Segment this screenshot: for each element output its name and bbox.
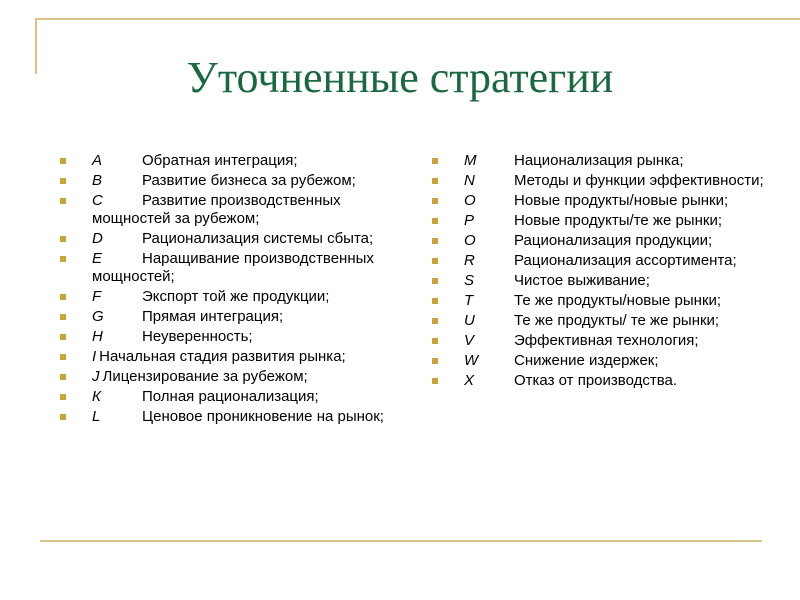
strategy-letter: J — [92, 368, 100, 385]
strategy-letter: R — [464, 252, 475, 269]
strategy-text: Эффективная технология; — [514, 332, 699, 349]
list-item — [432, 212, 772, 230]
list-item — [60, 348, 405, 366]
square-bullet-icon — [60, 198, 66, 204]
strategy-text: Новые продукты/новые рынки; — [514, 192, 729, 209]
list-item — [60, 250, 405, 286]
strategy-text: Развитие бизнеса за рубежом; — [142, 172, 356, 189]
strategy-letter: M — [464, 152, 477, 169]
square-bullet-icon — [432, 338, 438, 344]
square-bullet-icon — [60, 294, 66, 300]
square-bullet-icon — [60, 236, 66, 242]
strategy-letter: W — [464, 352, 479, 369]
square-bullet-icon — [432, 358, 438, 364]
strategy-text: Развитие производственных мощностей за рубежом; — [92, 192, 341, 227]
list-item — [60, 172, 405, 190]
square-bullet-icon — [60, 158, 66, 164]
strategy-text: Рационализация продукции; — [514, 232, 713, 249]
strategy-text: Отказ от производства. — [514, 372, 678, 389]
list-item — [60, 328, 405, 346]
strategy-text: Чистое выживание; — [514, 272, 650, 289]
square-bullet-icon — [432, 318, 438, 324]
strategy-letter: B — [92, 172, 103, 189]
strategy-text: Начальная стадия развития рынка; — [99, 348, 346, 365]
square-bullet-icon — [60, 394, 66, 400]
list-item — [60, 192, 405, 228]
list-item — [60, 388, 405, 406]
list-item — [432, 232, 772, 250]
list-item — [432, 312, 772, 330]
strategy-letter: P — [464, 212, 475, 229]
strategy-text: Снижение издержек; — [514, 352, 659, 369]
strategy-letter: L — [92, 408, 101, 425]
strategy-letter: X — [464, 372, 475, 389]
square-bullet-icon — [432, 198, 438, 204]
list-item — [432, 172, 772, 190]
strategy-letter: H — [92, 328, 103, 345]
strategy-letter: C — [92, 192, 103, 209]
strategy-letter: D — [92, 230, 103, 247]
list-item — [60, 152, 405, 170]
frame-bottom-line — [40, 540, 762, 542]
strategy-letter: O — [464, 192, 476, 209]
list-item — [60, 368, 405, 386]
list-item — [60, 408, 405, 426]
strategy-text: Новые продукты/те же рынки; — [514, 212, 722, 229]
frame-top-line — [35, 18, 800, 20]
list-item — [432, 272, 772, 290]
list-item — [60, 230, 405, 248]
list-item — [432, 332, 772, 350]
strategy-letter: A — [92, 152, 103, 169]
list-item — [432, 152, 772, 170]
square-bullet-icon — [60, 334, 66, 340]
square-bullet-icon — [432, 178, 438, 184]
strategy-letter: F — [92, 288, 102, 305]
strategy-list-left — [60, 152, 405, 428]
strategy-text: Рационализация ассортимента; — [514, 252, 737, 269]
strategy-letter: G — [92, 308, 104, 325]
strategy-text: Рационализация системы сбыта; — [142, 230, 374, 247]
strategy-list-right — [432, 152, 772, 392]
square-bullet-icon — [432, 158, 438, 164]
square-bullet-icon — [432, 258, 438, 264]
list-item — [432, 192, 772, 210]
strategy-text: Те же продукты/новые рынки; — [514, 292, 722, 309]
strategy-text: Те же продукты/ те же рынки; — [514, 312, 720, 329]
strategy-letter: I — [92, 348, 97, 365]
list-item — [60, 308, 405, 326]
strategy-text: Экспорт той же продукции; — [142, 288, 330, 305]
strategy-text: Обратная интеграция; — [142, 152, 298, 169]
square-bullet-icon — [60, 314, 66, 320]
strategy-text: Неуверенность; — [142, 328, 253, 345]
strategy-letter: N — [464, 172, 475, 189]
slide-title: Уточненные стратегии — [186, 53, 614, 102]
square-bullet-icon — [60, 256, 66, 262]
strategy-text: Лицензирование за рубежом; — [102, 368, 308, 385]
strategy-text: Ценовое проникновение на рынок; — [142, 408, 384, 425]
strategy-letter: V — [464, 332, 475, 349]
strategy-text: Методы и функции эффективности; — [514, 172, 764, 189]
square-bullet-icon — [60, 414, 66, 420]
list-item — [432, 372, 772, 390]
strategy-letter: O — [464, 232, 476, 249]
square-bullet-icon — [432, 378, 438, 384]
strategy-letter: E — [92, 250, 103, 267]
square-bullet-icon — [60, 354, 66, 360]
strategy-text: Наращивание производственных мощностей; — [92, 250, 374, 285]
square-bullet-icon — [60, 374, 66, 380]
square-bullet-icon — [432, 238, 438, 244]
strategy-text: Прямая интеграция; — [142, 308, 284, 325]
list-item — [432, 352, 772, 370]
square-bullet-icon — [432, 298, 438, 304]
list-item — [60, 288, 405, 306]
strategy-letter: S — [464, 272, 475, 289]
square-bullet-icon — [432, 218, 438, 224]
square-bullet-icon — [432, 278, 438, 284]
strategy-letter: К — [92, 388, 101, 405]
strategy-letter: T — [464, 292, 474, 309]
list-item — [432, 252, 772, 270]
square-bullet-icon — [60, 178, 66, 184]
strategy-text: Национализация рынка; — [514, 152, 684, 169]
strategy-letter: U — [464, 312, 475, 329]
list-item — [432, 292, 772, 310]
strategy-text: Полная рационализация; — [142, 388, 319, 405]
